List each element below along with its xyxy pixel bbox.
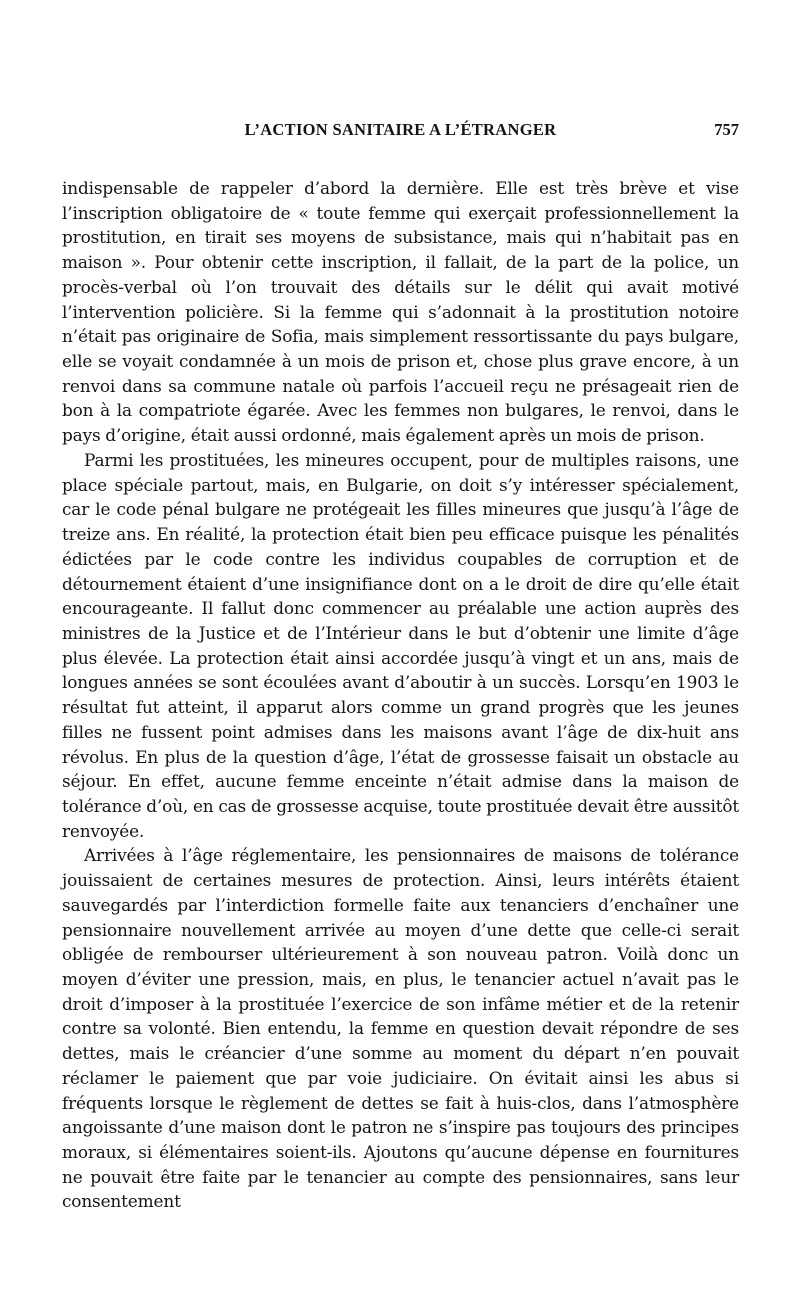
paragraph-pensionnaires: Arrivées à l’âge réglementaire, les pensionnaires de maisons de tolérance jouissaient de certaines mesures de protection. Ainsi, leurs intérêts étaient sauvegardés par l’interdiction formelle faite aux tenanciers d’enchaîner une pensionnaire nouvellement arrivée au moyen d’une dette que celle-ci serait obligée de rembourser ultérieurement à son nouveau patron. Voilà donc un moyen d’éviter une pression, mais, en plus, le tenancier actuel n’avait pas le droit d’imposer à la prostituée l’exercice de son infâme métier et de la retenir contre sa volonté. Bien entendu, la femme en question devait répondre de ses dettes, mais le créancier d’une somme au moment du départ n’en pouvait réclamer le paiement que par voie judiciaire. On évitait ainsi les abus si fréquents lorsque le règlement de dettes se fait à huis-clos, dans l’atmosphère angoissante d’une maison dont le patron ne s’inspire pas toujours des principes moraux, si élémentaires soient-ils. Ajoutons qu’aucune dépense en fournitures ne pouvait être faite par le tenancier au compte des pensionnaires, sans leur consentement <box>62 845 739 1212</box>
paragraph-mineures: Parmi les prostituées, les mineures occupent, pour de multiples raisons, une place spéciale partout, mais, en Bulgarie, on doit s’y intéresser spécialement, car le code pénal bulgare ne protégeait les filles mineures que jusqu’à l’âge de treize ans. En réalité, la protection était bien peu efficace puisque les pénalités édictées par le code contre les individus coupables de corruption et de détournement étaient d’une insignifiance dont on a le droit de dire qu’elle était encourageante. Il fallut donc commencer au préalable une action auprès des ministres de la Justice et de l’Intérieur dans le but d’obtenir une limite d’âge plus élevée. La protection était ainsi accordée jusqu’à vingt et un ans, mais de longues années se sont écoulées avant d’aboutir à un succès. Lorsqu’en 1903 le résultat fut atteint, il apparut alors comme un grand progrès que les jeunes filles ne fussent point admises dans les maisons avant l’âge de dix-huit ans révolus. En plus de la question d’âge, l’état de grossesse faisait un obstacle au séjour. En effet, aucune femme enceinte n’était admise dans la maison de tolérance d’où, en cas de grossesse acquise, toute prostituée devait être aussitôt renvoyée. <box>62 449 739 841</box>
page-number: 757 <box>714 120 739 139</box>
running-title: L’ACTION SANITAIRE A L’ÉTRANGER <box>244 120 557 139</box>
body-text <box>62 176 739 1214</box>
book-page <box>62 118 739 1214</box>
paragraph-continued: indispensable de rappeler d’abord la dernière. Elle est très brève et vise l’inscription obligatoire de « toute femme qui exerçait professionnellement la prostitution, en tirait ses moyens de subsistance, mais qui n’habitait pas en maison ». Pour obtenir cette inscription, il fallait, de la part de la police, un procès-verbal où l’on trouvait des détails sur le délit qui avait motivé l’intervention policière. Si la femme qui s’adonnait à la prostitution notoire n’était pas originaire de Sofia, mais simplement ressortissante du pays bulgare, elle se voyait condamnée à un mois de prison et, chose plus grave encore, à un renvoi dans sa commune natale où parfois l’accueil reçu ne présageait rien de bon à la compatriote égarée. Avec les femmes non bulgares, le renvoi, dans le pays d’origine, était aussi ordonné, mais également après un mois de prison. <box>62 178 739 446</box>
running-head <box>62 118 739 148</box>
